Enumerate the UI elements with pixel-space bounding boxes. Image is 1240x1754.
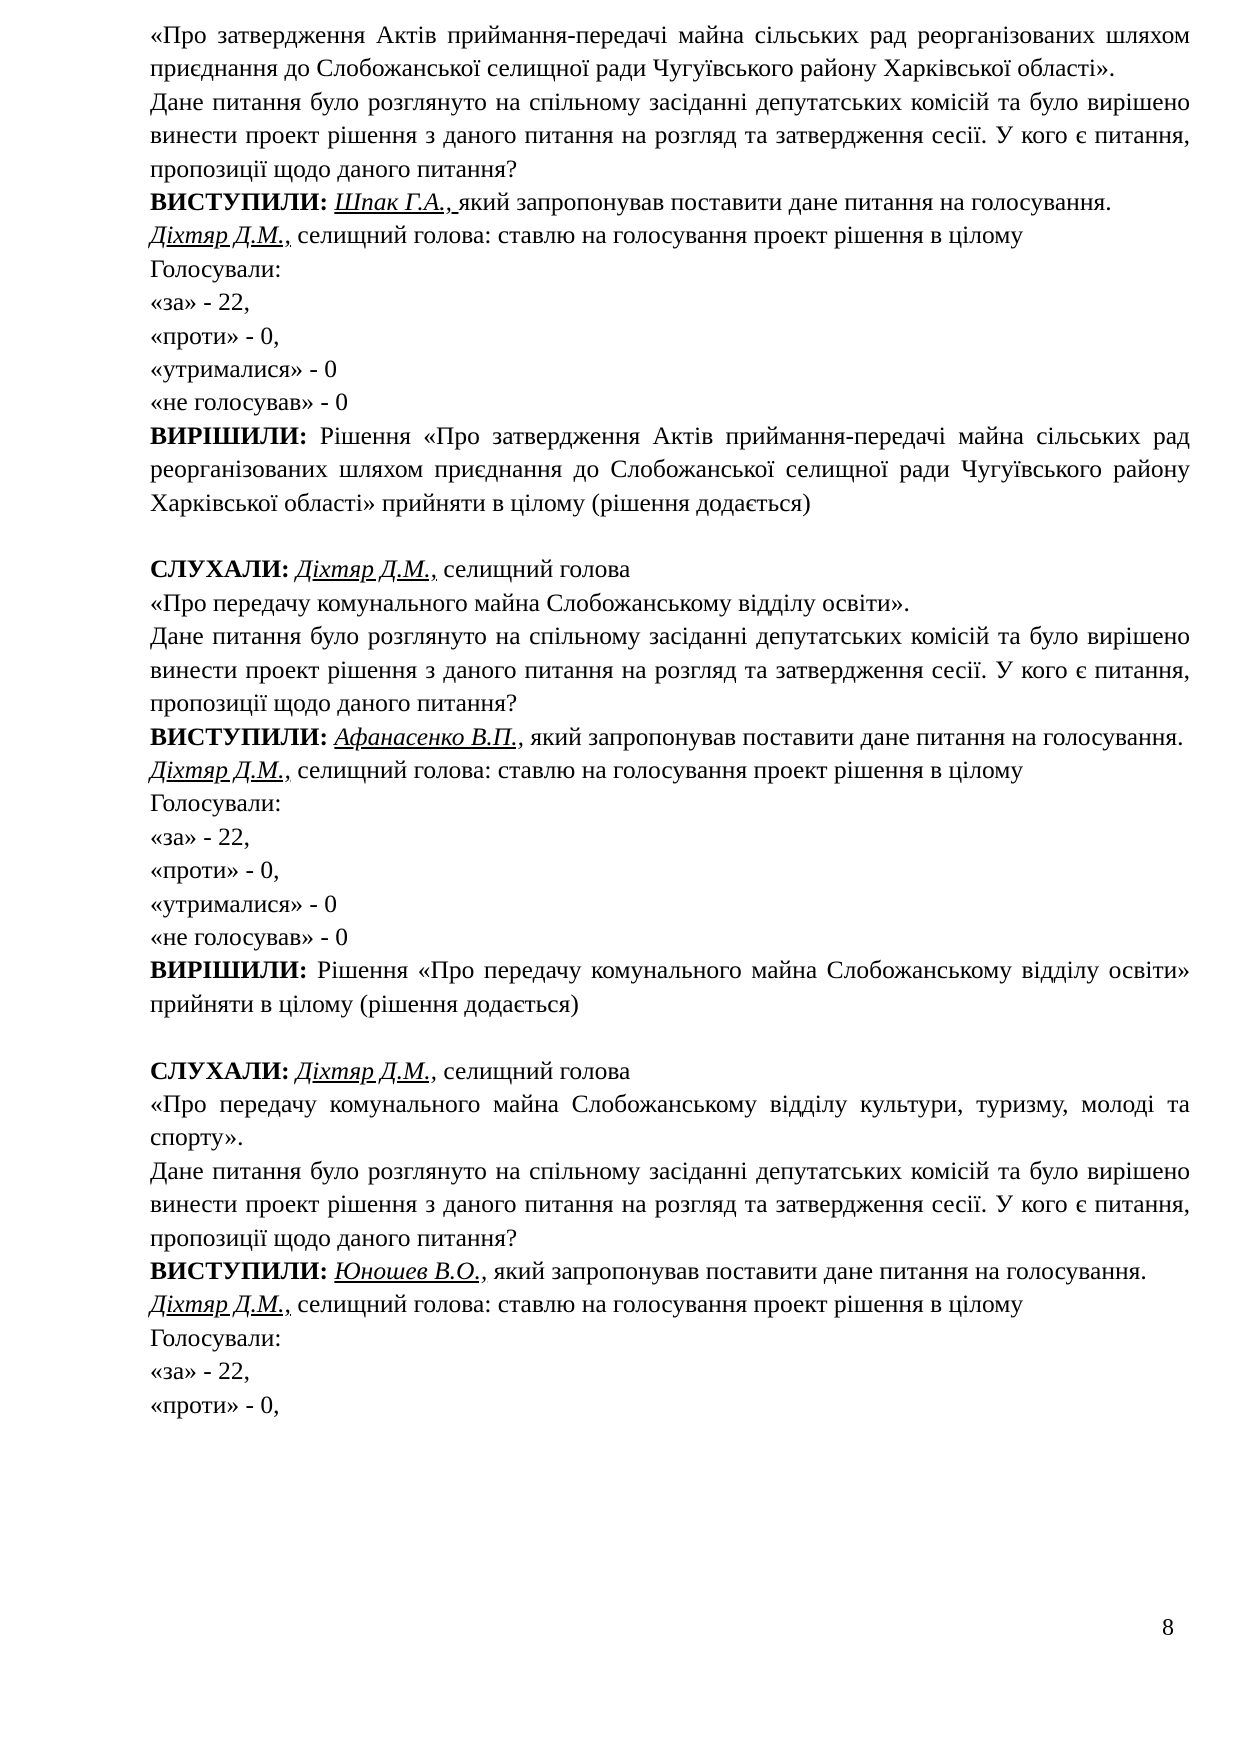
spoke-label: ВИСТУПИЛИ: (150, 1256, 328, 1285)
agenda-item-3 (150, 1054, 1190, 1421)
discussion-text: Дане питання було розглянуто на спільному засіданні депутатських комісій та було вирішено винести проект рішення з даного питання на розгляд та затвердження сесії. У кого є питання, пропозиції щодо даного питання? (150, 1155, 1190, 1252)
votes-title: Голосували: (150, 253, 282, 283)
heard-paragraph (150, 1054, 1190, 1087)
decided-label: ВИРІШИЛИ: (150, 420, 308, 450)
section-gap (150, 519, 1190, 552)
agenda-item-2 (150, 552, 1190, 1020)
vote-for: «за» - 22, (150, 821, 251, 851)
chair-paragraph (150, 218, 1190, 251)
heard-name: Діхтяр Д.М., (296, 554, 437, 584)
document-page (150, 18, 1190, 1421)
spoke-text: який запропонував поставити дане питання на голосування. (523, 721, 1184, 751)
vote-abstained: «утрималися» - 0 (150, 354, 338, 384)
agenda-item-1 (150, 18, 1190, 519)
speaker-name: Шпак Г.А., (334, 187, 459, 217)
spoke-paragraph (150, 1254, 1190, 1287)
discussion-text: Дане питання було розглянуто на спільному засіданні депутатських комісій та було вирішено винести проект рішення з даного питання на розгляд та затвердження сесії. У кого є питання, пропозиції щодо даного питання? (150, 621, 1190, 718)
spoke-text: який запропонував поставити дане питання на голосування. (458, 187, 1112, 217)
vote-for: «за» - 22, (150, 287, 251, 317)
section-gap (150, 1020, 1190, 1053)
votes-title: Голосували: (150, 1322, 282, 1352)
decided-paragraph (150, 953, 1190, 1020)
page-number: 8 (1162, 1615, 1174, 1641)
heard-paragraph (150, 552, 1190, 585)
decided-text: Рішення «Про передачу комунального майна Слобожанському відділу освіти» прийняти в цілому (рішення додається) (150, 955, 1190, 1018)
vote-not-voted: «не голосував» - 0 (150, 921, 348, 951)
item-title: «Про передачу комунального майна Слобожанському відділу культури, туризму, молоді та спорту». (150, 1088, 1190, 1152)
item-title: «Про передачу комунального майна Слобожанському відділу освіти». (150, 587, 910, 617)
vote-against: «проти» - 0, (150, 1389, 280, 1419)
heard-label: СЛУХАЛИ: (150, 1055, 290, 1085)
spoke-paragraph (150, 185, 1190, 218)
chair-paragraph (150, 1287, 1190, 1320)
spoke-label: ВИСТУПИЛИ: (150, 721, 328, 751)
chair-name: Діхтяр Д.М., (150, 220, 291, 250)
chair-text: селищний голова: ставлю на голосування проект рішення в цілому (290, 754, 1024, 784)
speaker-name: Афанасенко В.П., (334, 721, 524, 751)
vote-against: «проти» - 0, (150, 320, 280, 350)
decided-paragraph (150, 419, 1190, 519)
chair-paragraph (150, 753, 1190, 786)
vote-for: «за» - 22, (150, 1356, 251, 1386)
heard-text: селищний голова (436, 1055, 631, 1085)
spoke-text: який запропонував поставити дане питання на голосування. (487, 1256, 1147, 1285)
chair-text: селищний голова: ставлю на голосування проект рішення в цілому (290, 1289, 1024, 1319)
chair-name: Діхтяр Д.М., (150, 1289, 291, 1319)
chair-text: селищний голова: ставлю на голосування проект рішення в цілому (290, 220, 1024, 250)
heard-label: СЛУХАЛИ: (150, 554, 290, 584)
decided-text: Рішення «Про затвердження Актів приймання-передачі майна сільських рад реорганізованих шляхом приєднання до Слобожанської селищної ради Чугуївського району Харківської області» прийняти в цілому (рішення додається) (150, 420, 1190, 517)
decided-label: ВИРІШИЛИ: (150, 955, 308, 985)
votes-title: Голосували: (150, 788, 282, 818)
vote-abstained: «утрималися» - 0 (150, 888, 338, 918)
spoke-label: ВИСТУПИЛИ: (150, 187, 328, 217)
spoke-paragraph (150, 720, 1190, 753)
vote-against: «проти» - 0, (150, 855, 280, 885)
heard-name: Діхтяр Д.М., (296, 1055, 437, 1085)
chair-name: Діхтяр Д.М., (150, 754, 291, 784)
vote-not-voted: «не голосував» - 0 (150, 387, 348, 417)
item-title: «Про затвердження Актів приймання-передачі майна сільських рад реорганізованих шляхом приєднання до Слобожанської селищної ради Чугуївського району Харківської області». (150, 20, 1190, 83)
speaker-name: Юношев В.О., (334, 1256, 488, 1285)
discussion-text: Дане питання було розглянуто на спільному засіданні депутатських комісій та було вирішено винести проект рішення з даного питання на розгляд та затвердження сесії. У кого є питання, пропозиції щодо даного питання? (150, 86, 1190, 183)
heard-text: селищний голова (436, 554, 631, 584)
